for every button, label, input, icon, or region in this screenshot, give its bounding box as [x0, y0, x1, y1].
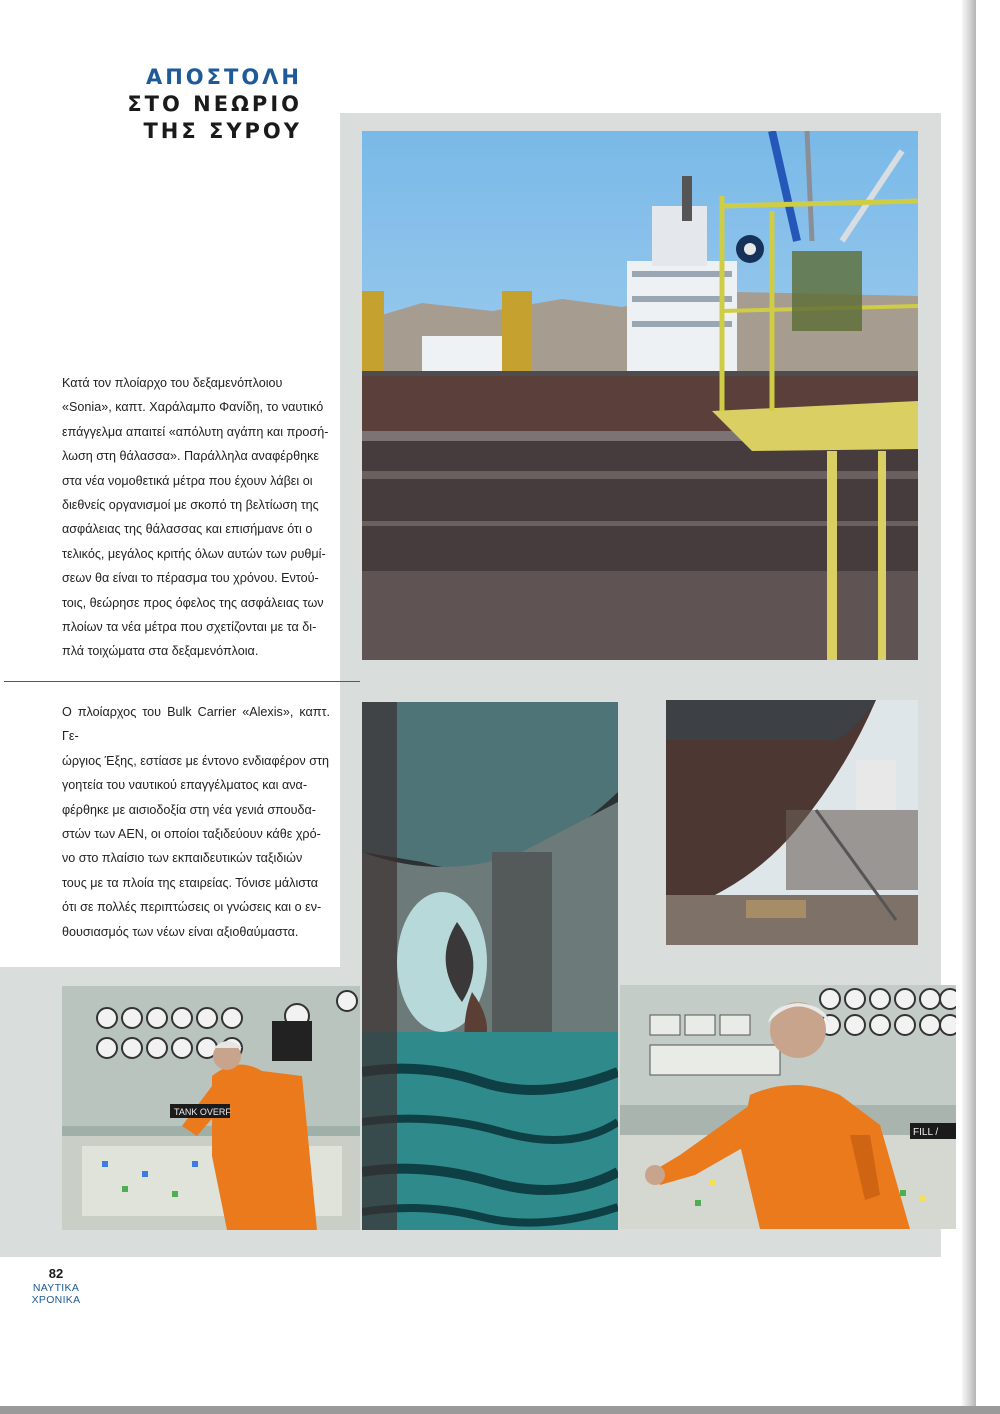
control-room-photo-left: [62, 986, 360, 1230]
text-line: πλά τοιχώματα στα δεξαμενόπλοια.: [62, 644, 259, 659]
shipyard-tanker-photo: [362, 131, 918, 660]
page-bottom-edge: [0, 1406, 1000, 1414]
text-line: Ο πλοίαρχος του Bulk Carrier «Alexis», καπτ. Γε-: [62, 705, 330, 744]
text-line: γοητεία του ναυτικού επαγγέλματος και ανα-: [62, 778, 308, 793]
title-line-1: ΑΠΟΣΤΟΛΗ: [145, 65, 302, 89]
magazine-name-line-2: ΧΡΟΝΙΚΑ: [31, 1294, 81, 1306]
page-folio: [26, 1266, 86, 1306]
page-edge: [962, 0, 976, 1414]
text-line: διεθνείς οργανισμοί με σκοπό τη βελτίωση της: [62, 498, 319, 513]
page-number: 82: [48, 1266, 64, 1281]
text-line: επάγγελμα απαιτεί «απόλυτη αγάπη και προσή-: [62, 424, 329, 439]
text-line: θουσιασμός των νέων είναι αξιοθαύμαστα.: [62, 924, 299, 939]
text-line: τους με τα πλοία της εταιρείας. Τόνισε μάλιστα: [62, 875, 319, 890]
text-line: «Sonia», καπτ. Χαράλαμπο Φανίδη, το ναυτικό: [62, 400, 324, 415]
tank-sign: TANK OVERF: [174, 1107, 231, 1117]
text-line: φέρθηκε με αισιοδοξία στη νέα γενιά σπουδα-: [62, 802, 317, 817]
text-line: τοις, θεώρησε προς όφελος της ασφάλειας των: [62, 595, 324, 610]
title-line-2: ΣΤΟ ΝΕΩΡΙΟ: [127, 92, 302, 116]
control-room-photo-right: [620, 985, 956, 1229]
text-line: νο στο πλαίσιο των εκπαιδευτικών ταξιδιών: [62, 851, 303, 866]
text-line: ασφάλειας της θάλασσας και επισήμανε ότι ο: [62, 522, 313, 537]
text-line: Κατά τον πλοίαρχο του δεξαμενόπλοιου: [62, 376, 283, 390]
title-line-3: ΤΗΣ ΣΥΡΟΥ: [143, 119, 302, 143]
section-divider: [4, 681, 360, 682]
text-line: στών των ΑΕΝ, οι οποίοι ταξιδεύουν κάθε χρό-: [62, 827, 321, 842]
text-line: ότι σε πολλές περιπτώσεις οι γνώσεις και ο εν-: [62, 900, 322, 915]
text-line: λωση στη θάλασσα». Παράλληλα αναφέρθηκε: [62, 449, 319, 464]
fill-sign: FILL /: [913, 1127, 939, 1138]
magazine-name-line-1: ΝΑΥΤΙΚΑ: [32, 1282, 80, 1294]
text-line: ώργιος Έξης, εστίασε με έντονο ενδιαφέρον στη: [62, 753, 329, 768]
article-title: [0, 64, 302, 145]
hull-drydock-photo: [666, 700, 918, 945]
text-line: σεων θα είναι το πέρασμα του χρόνου. Εντού-: [62, 571, 319, 586]
paragraph-1: [62, 371, 330, 664]
propeller-rudder-photo: [362, 702, 618, 1230]
text-line: στα νέα νομοθετικά μέτρα που έχουν λάβει οι: [62, 473, 313, 488]
paragraph-2: [62, 700, 330, 944]
text-line: τελικός, μεγάλος κριτής όλων αυτών των ρυθμί-: [62, 546, 326, 561]
text-line: πλοίων τα νέα μέτρα που σχετίζονται με τα δι-: [62, 620, 317, 635]
